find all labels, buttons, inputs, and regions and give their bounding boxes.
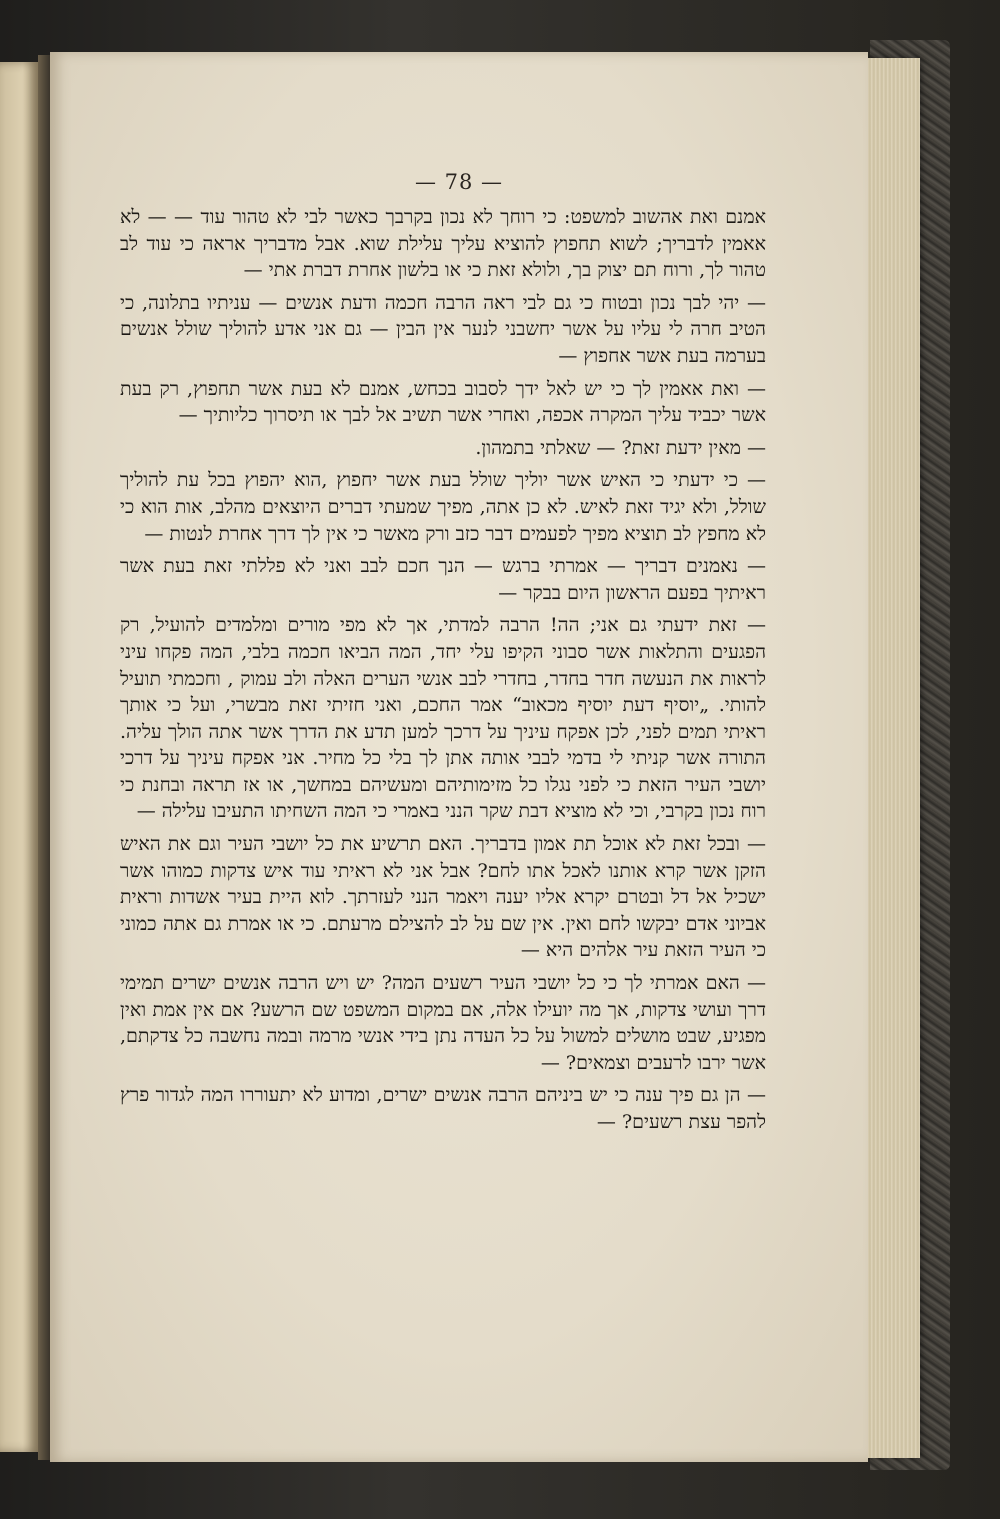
paragraph: — האם אמרתי לך כי כל יושבי העיר רשעים המה? יש ויש הרבה אנשים ישרים תמימי דרך ועושי צדקות, אך מה יועילו אלה, אם במקום המשפט שם הרשע? אם אין אמת ואין מפגיע, שבט מושלים למשול על כל העדה נתן בידי אנשי מרמה ובמה נחשבה כל צדקתם, אשר ירבו לרעבים וצמאים? — <box>120 972 766 1074</box>
paragraph: — נאמנים דבריך — אמרתי ברגש — הנך חכם לבב ואני לא פללתי זאת בעת אשר ראיתיך בפעם הראשון היום בבקר — <box>120 555 766 604</box>
book-gutter <box>38 55 50 1460</box>
page-edges <box>860 58 920 1458</box>
paragraph: — כי ידעתי כי האיש אשר יוליך שולל בעת אשר יחפוץ ,הוא יהפוץ בכל עת להוליך שולל, ולא יגיד זאת לאיש. לא כן אתה, מפיך שמעתי דברים היוצאים מהלב, אות הוא כי לא מחפץ לב תוציא מפיך לפעמים דבר כזב ורק מאשר כי אין לך דרך אחרת לנטות — <box>120 469 766 545</box>
paragraph: — מאין ידעת זאת? — שאלתי בתמהון. <box>475 436 766 459</box>
facing-page-edge <box>0 62 38 1452</box>
paragraph: — ובכל זאת לא אוכל תת אמון בדבריך. האם תרשיע את כל יושבי העיר וגם את האיש הזקן אשר קרא אותנו לאכל אתו לחם? אבל אני לא ראיתי עוד איש צדקות כמוהו אשר ישכיל אל דל ובטרם יקרא אליו יענה ויאמר הנני לעזרתך. לוא היית בעיר אשדות וראית אביוני אדם יבקשו לחם ואין. אין שם על לב להצילם מרעתם. כי או אמרת גם אתה כמוני כי העיר הזאת עיר אלהים היא — <box>120 833 766 962</box>
book-page <box>50 52 868 1462</box>
paragraph: — יהי לבך נכון ובטוח כי גם לבי ראה הרבה חכמה ודעת אנשים — עניתיו בתלונה, כי הטיב חרה לי עליו על אשר יחשבני לנער אין הבין — גם אני אדע להוליך שולל אנשים בערמה בעת אשר אחפוץ — <box>120 291 766 367</box>
paragraph: — זאת ידעתי גם אני; הה! הרבה למדתי, אך לא מפי מורים ומלמדים להועיל, רק הפגעים והתלאות אשר סבוני הקיפו עלי יחד, המה הביאו חכמה בלבי, המה פקחו עיני לראות את הנעשה חדר בחדר, בחדרי לבב אנשי הערים האלה ולב עמוק , וחכמתי תועיל להותי. „יוסיף דעת יוסיף מכאוב“ אמר החכם, ואני חזיתי זאת מבשרי, ועל כי אותך ראיתי תמים לפני, לכן אפקח עיניך על דרכך למען תדע את הדרך אשר אתה הולך עליה. התורה אשר קניתי לי בדמי לבבי אותה אתן לך בלי כל מחיר. אני אפקח עיניך על דרכי יושבי העיר הזאת כי לפני נגלו כל מזימותיהם ומעשיהם במחשך, או אז תראה ובחנת כי רוח נכון בקרבי, וכי לא מוציא דבת שקר הנני באמרי כי המה השחיתו התעיבו עלילה — <box>120 614 766 823</box>
paragraph: — הן גם פיך ענה כי יש ביניהם הרבה אנשים ישרים, ומדוע לא יתעוררו המה לגדור פרץ להפר עצת רשעים? — <box>120 1084 766 1133</box>
paragraph: — ואת אאמין לך כי יש לאל ידך לסבוב בכחש, אמנם לא בעת אשר תחפוץ, רק בעת אשר יכביד עליך המקרה אכפה, ואחרי אשר תשיב אל לבך או תיסרוך כליותיך — <box>120 377 766 427</box>
page-number: — 78 — <box>414 170 504 194</box>
page-text <box>120 204 766 1142</box>
paragraph: אמנם ואת אהשוב למשפט: כי רוחך לא נכון בקרבך כאשר לבי לא טהור עוד — — לא אאמין לדבריך; לשוא תחפוץ להוציא עליך עלילת שוא. אבל מדבריך אראה כי עוד לב טהור לך, ורוח תם יצוק בך, ולולא זאת כי או בלשון אחרת דברת אתי — <box>120 206 766 282</box>
